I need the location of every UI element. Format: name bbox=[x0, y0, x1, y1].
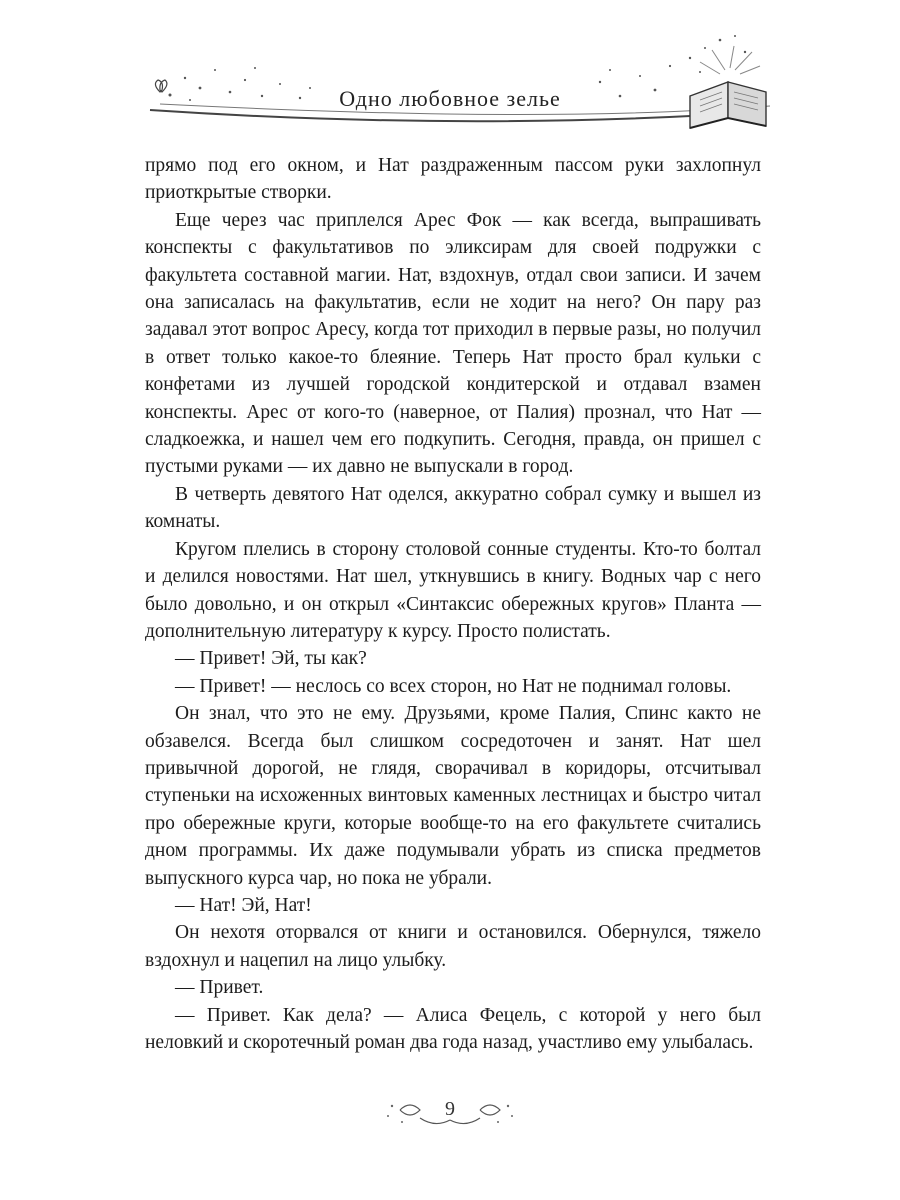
paragraph: прямо под его окном, и Нат раздраженным пассом руки захлопнул приоткрытые створки. bbox=[145, 155, 761, 204]
page-footer bbox=[0, 1088, 900, 1138]
paragraph: — Привет. bbox=[175, 977, 264, 999]
paragraph: — Привет! Эй, ты как? bbox=[175, 648, 367, 670]
header-ornament bbox=[0, 0, 900, 150]
body-text bbox=[145, 152, 761, 1056]
paragraph: Кругом плелись в сторону столовой сонные студенты. Кто-то болтал и делился новостями. Нат шел, уткнувшись в книгу. Водных чар с него было довольно, и он открыл «Синтаксис обережных кругов» Планта — дополнительную литературу к курсу. Просто полистать. bbox=[145, 538, 761, 642]
paragraph: — Привет! — неслось со всех сторон, но Нат не поднимал головы. bbox=[175, 675, 732, 697]
page-number: 9 bbox=[445, 1098, 455, 1120]
paragraph: — Привет. Как дела? — Алиса Фецель, с которой у него был неловкий и скоротечный роман два года назад, участливо ему улыбалась. bbox=[145, 1004, 761, 1053]
paragraph: Еще через час приплелся Арес Фок — как всегда, выпрашивать конспекты с факультативов по эликсирам для своей подружки с факультета составной магии. Нат, вздохнув, отдал свои записи. И зачем она записалась на факультатив, если не ходит на него? Он пару раз задавал этот вопрос Аресу, когда тот приходил в первые разы, но получил в ответ только какое-то блеяние. Теперь Нат просто брал кульки с конфетами из лучшей городской кондитерской и отдавал взамен конспекты. Арес от кого-то (наверное, от Палия) прознал, что Нат — сладкоежка, и нашел чем его подкупить. Сегодня, правда, он пришел с пустыми руками — их давно не выпускали в город. bbox=[145, 209, 761, 478]
paragraph: Он нехотя оторвался от книги и остановился. Обернулся, тяжело вздохнул и нацепил на лицо улыбку. bbox=[145, 922, 761, 971]
page-header bbox=[0, 0, 900, 150]
paragraph: Он знал, что это не ему. Друзьями, кроме Палия, Спинс както не обзавелся. Всегда был слишком сосредоточен и занят. Нат шел привычной дорогой, не глядя, сворачивал в коридоры, отсчитывал ступеньки на исхоженных винтовых каменных лестницах и быстро читал про обережные круги, которые вообще-то на его факультете считались дном программы. Их даже подумывали убрать из списка предметов выпускного курса чар, но пока не убрали. bbox=[145, 703, 761, 889]
paragraph: — Нат! Эй, Нат! bbox=[175, 894, 312, 916]
running-title: Одно любовное зелье bbox=[339, 86, 561, 111]
paragraph: В четверть девятого Нат оделся, аккуратно собрал сумку и вышел из комнаты. bbox=[145, 483, 761, 533]
